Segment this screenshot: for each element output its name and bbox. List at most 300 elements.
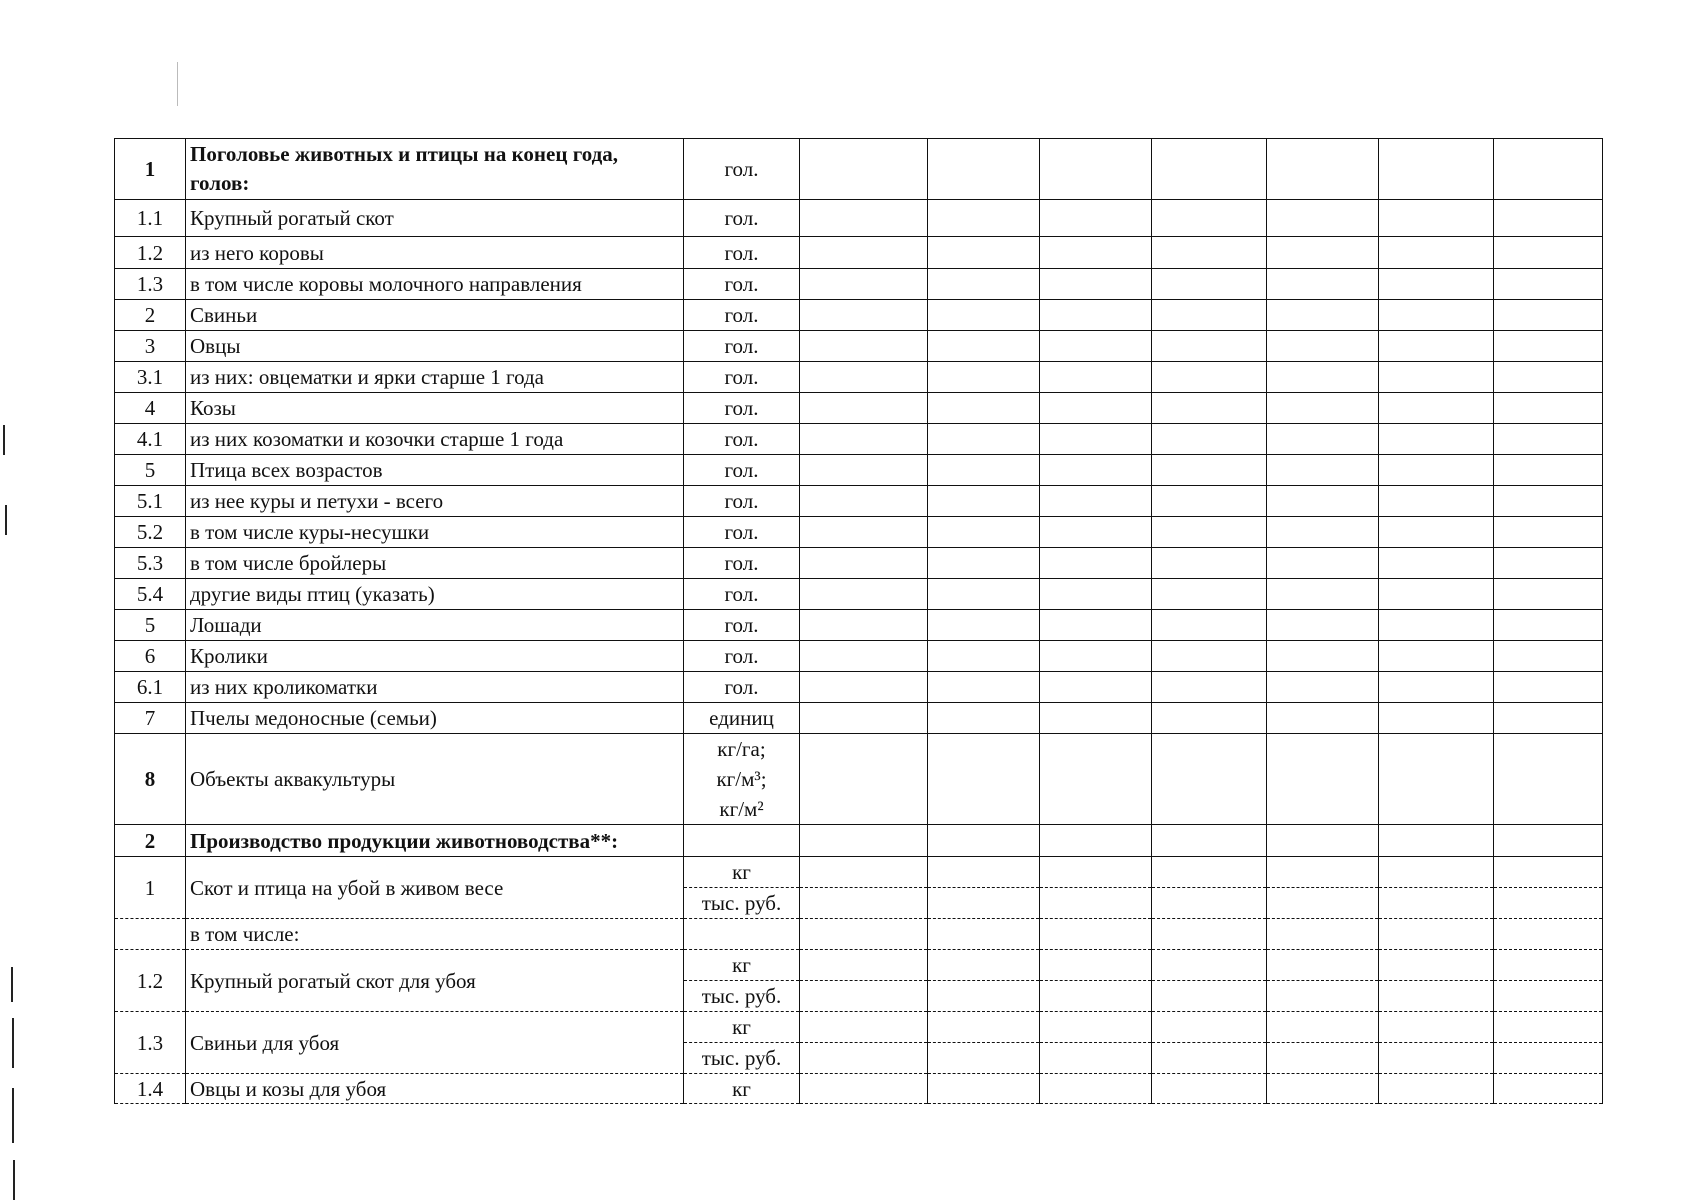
value-input-cell[interactable] bbox=[1267, 486, 1379, 517]
value-input-cell[interactable] bbox=[928, 200, 1040, 237]
value-input-cell[interactable] bbox=[800, 950, 928, 981]
value-input-cell[interactable] bbox=[1152, 200, 1267, 237]
value-input-cell[interactable] bbox=[928, 237, 1040, 269]
value-input-cell[interactable] bbox=[928, 919, 1040, 950]
table-row bbox=[115, 1074, 1603, 1104]
table-row bbox=[115, 362, 1603, 393]
indicator-name-cell: Лошади bbox=[186, 610, 684, 641]
value-input-cell[interactable] bbox=[1040, 486, 1152, 517]
value-input-cell[interactable] bbox=[1267, 641, 1379, 672]
unit-cell: гол. bbox=[684, 300, 800, 331]
indicator-name-cell: из нее куры и петухи - всего bbox=[186, 486, 684, 517]
table-row bbox=[115, 610, 1603, 641]
row-number-cell: 1.4 bbox=[115, 1074, 186, 1104]
value-input-cell[interactable] bbox=[928, 579, 1040, 610]
value-input-cell[interactable] bbox=[1379, 579, 1494, 610]
value-input-cell[interactable] bbox=[1040, 888, 1152, 919]
value-input-cell[interactable] bbox=[1040, 703, 1152, 734]
value-input-cell[interactable] bbox=[800, 919, 928, 950]
unit-cell: тыс. руб. bbox=[684, 1043, 800, 1074]
value-input-cell[interactable] bbox=[800, 734, 928, 825]
value-input-cell[interactable] bbox=[1379, 703, 1494, 734]
value-input-cell[interactable] bbox=[1379, 269, 1494, 300]
value-input-cell[interactable] bbox=[1379, 331, 1494, 362]
value-input-cell[interactable] bbox=[1040, 610, 1152, 641]
value-input-cell[interactable] bbox=[928, 362, 1040, 393]
value-input-cell[interactable] bbox=[1267, 1074, 1379, 1104]
value-input-cell[interactable] bbox=[1267, 857, 1379, 888]
value-input-cell[interactable] bbox=[1152, 237, 1267, 269]
value-input-cell[interactable] bbox=[1152, 269, 1267, 300]
value-input-cell[interactable] bbox=[1040, 981, 1152, 1012]
unit-cell: гол. bbox=[684, 362, 800, 393]
value-input-cell[interactable] bbox=[800, 981, 928, 1012]
value-input-cell[interactable] bbox=[1152, 1074, 1267, 1104]
row-number-cell: 1 bbox=[115, 857, 186, 919]
value-input-cell[interactable] bbox=[800, 1043, 928, 1074]
value-input-cell[interactable] bbox=[1494, 825, 1603, 857]
indicator-name-cell: из них: овцематки и ярки старше 1 года bbox=[186, 362, 684, 393]
value-input-cell[interactable] bbox=[800, 703, 928, 734]
value-input-cell[interactable] bbox=[928, 703, 1040, 734]
value-input-cell[interactable] bbox=[1494, 579, 1603, 610]
row-number-cell: 7 bbox=[115, 703, 186, 734]
value-input-cell[interactable] bbox=[1379, 857, 1494, 888]
table-row bbox=[115, 703, 1603, 734]
value-input-cell[interactable] bbox=[1494, 888, 1603, 919]
row-number-cell: 5 bbox=[115, 610, 186, 641]
livestock-form-table bbox=[114, 138, 1603, 1104]
value-input-cell[interactable] bbox=[1040, 734, 1152, 825]
value-input-cell[interactable] bbox=[800, 455, 928, 486]
value-input-cell[interactable] bbox=[1267, 1043, 1379, 1074]
value-input-cell[interactable] bbox=[1379, 734, 1494, 825]
value-input-cell[interactable] bbox=[800, 888, 928, 919]
row-number-cell: 1.3 bbox=[115, 269, 186, 300]
value-input-cell[interactable] bbox=[1040, 139, 1152, 200]
unit-cell: кг bbox=[684, 1074, 800, 1104]
value-input-cell[interactable] bbox=[1494, 139, 1603, 200]
value-input-cell[interactable] bbox=[1494, 734, 1603, 825]
unit-cell: гол. bbox=[684, 641, 800, 672]
value-input-cell[interactable] bbox=[1379, 424, 1494, 455]
value-input-cell[interactable] bbox=[1494, 672, 1603, 703]
value-input-cell[interactable] bbox=[928, 548, 1040, 579]
indicator-name-cell: Скот и птица на убой в живом весе bbox=[186, 857, 684, 919]
value-input-cell[interactable] bbox=[1267, 300, 1379, 331]
value-input-cell[interactable] bbox=[1267, 517, 1379, 548]
table-row bbox=[115, 424, 1603, 455]
value-input-cell[interactable] bbox=[1267, 200, 1379, 237]
indicator-name-cell: Свиньи bbox=[186, 300, 684, 331]
row-number-cell: 5.4 bbox=[115, 579, 186, 610]
value-input-cell[interactable] bbox=[1040, 950, 1152, 981]
value-input-cell[interactable] bbox=[1379, 393, 1494, 424]
value-input-cell[interactable] bbox=[1267, 424, 1379, 455]
value-input-cell[interactable] bbox=[800, 1012, 928, 1043]
value-input-cell[interactable] bbox=[1152, 1012, 1267, 1043]
indicator-name-cell: Объекты аквакультуры bbox=[186, 734, 684, 825]
value-input-cell[interactable] bbox=[1040, 548, 1152, 579]
value-input-cell[interactable] bbox=[1040, 825, 1152, 857]
table-row bbox=[115, 1012, 1603, 1043]
unit-cell: гол. bbox=[684, 424, 800, 455]
value-input-cell[interactable] bbox=[1040, 919, 1152, 950]
value-input-cell[interactable] bbox=[800, 486, 928, 517]
value-input-cell[interactable] bbox=[800, 548, 928, 579]
row-number-cell: 5.3 bbox=[115, 548, 186, 579]
value-input-cell[interactable] bbox=[1152, 455, 1267, 486]
table-row bbox=[115, 237, 1603, 269]
value-input-cell[interactable] bbox=[1152, 734, 1267, 825]
value-input-cell[interactable] bbox=[1494, 331, 1603, 362]
row-number-cell: 4.1 bbox=[115, 424, 186, 455]
value-input-cell[interactable] bbox=[1494, 919, 1603, 950]
value-input-cell[interactable] bbox=[800, 237, 928, 269]
unit-cell: единиц bbox=[684, 703, 800, 734]
value-input-cell[interactable] bbox=[928, 888, 1040, 919]
indicator-name-cell: Овцы и козы для убоя bbox=[186, 1074, 684, 1104]
value-input-cell[interactable] bbox=[1040, 857, 1152, 888]
table-row bbox=[115, 919, 1603, 950]
scan-artifact bbox=[12, 1018, 14, 1068]
value-input-cell[interactable] bbox=[1267, 888, 1379, 919]
value-input-cell[interactable] bbox=[1379, 517, 1494, 548]
indicator-name-cell: Свиньи для убоя bbox=[186, 1012, 684, 1074]
table-row bbox=[115, 200, 1603, 237]
value-input-cell[interactable] bbox=[1152, 950, 1267, 981]
value-input-cell[interactable] bbox=[800, 200, 928, 237]
value-input-cell[interactable] bbox=[800, 825, 928, 857]
row-number-cell: 1.3 bbox=[115, 1012, 186, 1074]
value-input-cell[interactable] bbox=[1267, 393, 1379, 424]
unit-cell bbox=[684, 919, 800, 950]
value-input-cell[interactable] bbox=[1494, 610, 1603, 641]
value-input-cell[interactable] bbox=[928, 486, 1040, 517]
row-number-cell: 1 bbox=[115, 139, 186, 200]
value-input-cell[interactable] bbox=[1494, 237, 1603, 269]
table-row bbox=[115, 548, 1603, 579]
indicator-name-cell: Кролики bbox=[186, 641, 684, 672]
table-row bbox=[115, 455, 1603, 486]
value-input-cell[interactable] bbox=[1040, 1012, 1152, 1043]
value-input-cell[interactable] bbox=[928, 300, 1040, 331]
value-input-cell[interactable] bbox=[1494, 455, 1603, 486]
value-input-cell[interactable] bbox=[1494, 950, 1603, 981]
value-input-cell[interactable] bbox=[800, 517, 928, 548]
value-input-cell[interactable] bbox=[928, 455, 1040, 486]
value-input-cell[interactable] bbox=[1152, 672, 1267, 703]
value-input-cell[interactable] bbox=[1152, 610, 1267, 641]
value-input-cell[interactable] bbox=[1040, 517, 1152, 548]
value-input-cell[interactable] bbox=[928, 641, 1040, 672]
form-body bbox=[115, 139, 1603, 1104]
scan-artifact bbox=[13, 1160, 15, 1200]
value-input-cell[interactable] bbox=[928, 393, 1040, 424]
value-input-cell[interactable] bbox=[1040, 579, 1152, 610]
value-input-cell[interactable] bbox=[1267, 950, 1379, 981]
value-input-cell[interactable] bbox=[800, 1074, 928, 1104]
value-input-cell[interactable] bbox=[928, 424, 1040, 455]
value-input-cell[interactable] bbox=[1379, 486, 1494, 517]
value-input-cell[interactable] bbox=[1379, 919, 1494, 950]
value-input-cell[interactable] bbox=[1040, 455, 1152, 486]
value-input-cell[interactable] bbox=[1267, 269, 1379, 300]
value-input-cell[interactable] bbox=[928, 981, 1040, 1012]
indicator-name-cell: в том числе: bbox=[186, 919, 684, 950]
value-input-cell[interactable] bbox=[1379, 641, 1494, 672]
value-input-cell[interactable] bbox=[1494, 1043, 1603, 1074]
unit-cell bbox=[684, 734, 800, 825]
value-input-cell[interactable] bbox=[800, 139, 928, 200]
value-input-cell[interactable] bbox=[1040, 237, 1152, 269]
value-input-cell[interactable] bbox=[1494, 548, 1603, 579]
value-input-cell[interactable] bbox=[1494, 1012, 1603, 1043]
value-input-cell[interactable] bbox=[1494, 703, 1603, 734]
value-input-cell[interactable] bbox=[928, 1012, 1040, 1043]
table-row bbox=[115, 825, 1603, 857]
unit-cell: кг bbox=[684, 1012, 800, 1043]
value-input-cell[interactable] bbox=[1379, 981, 1494, 1012]
value-input-cell[interactable] bbox=[928, 734, 1040, 825]
table-row bbox=[115, 950, 1603, 981]
value-input-cell[interactable] bbox=[1494, 1074, 1603, 1104]
unit-cell: гол. bbox=[684, 237, 800, 269]
value-input-cell[interactable] bbox=[1152, 139, 1267, 200]
value-input-cell[interactable] bbox=[800, 300, 928, 331]
value-input-cell[interactable] bbox=[1040, 300, 1152, 331]
row-number-cell: 4 bbox=[115, 393, 186, 424]
value-input-cell[interactable] bbox=[1379, 1012, 1494, 1043]
value-input-cell[interactable] bbox=[1494, 393, 1603, 424]
value-input-cell[interactable] bbox=[1494, 517, 1603, 548]
row-number-cell: 1.2 bbox=[115, 237, 186, 269]
value-input-cell[interactable] bbox=[928, 672, 1040, 703]
indicator-name-cell: в том числе бройлеры bbox=[186, 548, 684, 579]
unit-cell: гол. bbox=[684, 548, 800, 579]
value-input-cell[interactable] bbox=[1379, 237, 1494, 269]
scan-artifact bbox=[5, 505, 7, 535]
value-input-cell[interactable] bbox=[1379, 888, 1494, 919]
row-number-cell: 6 bbox=[115, 641, 186, 672]
indicator-name-cell: Крупный рогатый скот bbox=[186, 200, 684, 237]
value-input-cell[interactable] bbox=[1494, 981, 1603, 1012]
scan-artifact bbox=[11, 967, 13, 1002]
indicator-name-cell: Крупный рогатый скот для убоя bbox=[186, 950, 684, 1012]
value-input-cell[interactable] bbox=[1267, 734, 1379, 825]
value-input-cell[interactable] bbox=[928, 857, 1040, 888]
value-input-cell[interactable] bbox=[1040, 424, 1152, 455]
value-input-cell[interactable] bbox=[1152, 486, 1267, 517]
value-input-cell[interactable] bbox=[1379, 362, 1494, 393]
value-input-cell[interactable] bbox=[1379, 825, 1494, 857]
table-row bbox=[115, 269, 1603, 300]
value-input-cell[interactable] bbox=[1040, 200, 1152, 237]
value-input-cell[interactable] bbox=[1379, 1074, 1494, 1104]
value-input-cell[interactable] bbox=[1152, 888, 1267, 919]
unit-cell: гол. bbox=[684, 579, 800, 610]
table-row bbox=[115, 672, 1603, 703]
value-input-cell[interactable] bbox=[800, 393, 928, 424]
value-input-cell[interactable] bbox=[1152, 641, 1267, 672]
value-input-cell[interactable] bbox=[1152, 517, 1267, 548]
value-input-cell[interactable] bbox=[1494, 300, 1603, 331]
value-input-cell[interactable] bbox=[1152, 857, 1267, 888]
unit-cell: гол. bbox=[684, 200, 800, 237]
unit-cell: кг bbox=[684, 857, 800, 888]
table-row bbox=[115, 486, 1603, 517]
unit-cell: гол. bbox=[684, 672, 800, 703]
value-input-cell[interactable] bbox=[928, 1043, 1040, 1074]
value-input-cell[interactable] bbox=[1494, 641, 1603, 672]
row-number-cell: 5 bbox=[115, 455, 186, 486]
indicator-name-cell: в том числе куры-несушки bbox=[186, 517, 684, 548]
value-input-cell[interactable] bbox=[800, 579, 928, 610]
unit-line: кг/м² bbox=[719, 797, 764, 821]
row-number-cell: 6.1 bbox=[115, 672, 186, 703]
value-input-cell[interactable] bbox=[800, 269, 928, 300]
value-input-cell[interactable] bbox=[1494, 200, 1603, 237]
value-input-cell[interactable] bbox=[1152, 331, 1267, 362]
value-input-cell[interactable] bbox=[1267, 139, 1379, 200]
value-input-cell[interactable] bbox=[928, 269, 1040, 300]
value-input-cell[interactable] bbox=[1267, 455, 1379, 486]
value-input-cell[interactable] bbox=[1152, 1043, 1267, 1074]
value-input-cell[interactable] bbox=[1040, 393, 1152, 424]
value-input-cell[interactable] bbox=[1040, 1043, 1152, 1074]
value-input-cell[interactable] bbox=[1494, 269, 1603, 300]
value-input-cell[interactable] bbox=[1267, 825, 1379, 857]
row-number-cell: 3 bbox=[115, 331, 186, 362]
unit-cell: гол. bbox=[684, 331, 800, 362]
value-input-cell[interactable] bbox=[800, 641, 928, 672]
table-row bbox=[115, 641, 1603, 672]
value-input-cell[interactable] bbox=[1494, 362, 1603, 393]
unit-cell: гол. bbox=[684, 517, 800, 548]
value-input-cell[interactable] bbox=[1267, 237, 1379, 269]
value-input-cell[interactable] bbox=[1152, 579, 1267, 610]
value-input-cell[interactable] bbox=[1267, 548, 1379, 579]
unit-cell: гол. bbox=[684, 610, 800, 641]
indicator-name-cell: из него коровы bbox=[186, 237, 684, 269]
value-input-cell[interactable] bbox=[1040, 362, 1152, 393]
unit-line: кг/м³; bbox=[716, 767, 767, 791]
indicator-name-cell: другие виды птиц (указать) bbox=[186, 579, 684, 610]
value-input-cell[interactable] bbox=[1267, 331, 1379, 362]
value-input-cell[interactable] bbox=[1379, 950, 1494, 981]
value-input-cell[interactable] bbox=[928, 950, 1040, 981]
value-input-cell[interactable] bbox=[1379, 139, 1494, 200]
table-row bbox=[115, 331, 1603, 362]
value-input-cell[interactable] bbox=[1152, 825, 1267, 857]
value-input-cell[interactable] bbox=[1267, 610, 1379, 641]
value-input-cell[interactable] bbox=[1379, 455, 1494, 486]
value-input-cell[interactable] bbox=[1152, 362, 1267, 393]
value-input-cell[interactable] bbox=[1267, 362, 1379, 393]
value-input-cell[interactable] bbox=[1040, 1074, 1152, 1104]
value-input-cell[interactable] bbox=[1379, 1043, 1494, 1074]
value-input-cell[interactable] bbox=[1152, 300, 1267, 331]
value-input-cell[interactable] bbox=[1267, 672, 1379, 703]
value-input-cell[interactable] bbox=[1267, 919, 1379, 950]
row-number-cell: 5.2 bbox=[115, 517, 186, 548]
unit-cell: гол. bbox=[684, 393, 800, 424]
value-input-cell[interactable] bbox=[1494, 857, 1603, 888]
value-input-cell[interactable] bbox=[1267, 579, 1379, 610]
indicator-name-cell: из них кроликоматки bbox=[186, 672, 684, 703]
value-input-cell[interactable] bbox=[1040, 672, 1152, 703]
value-input-cell[interactable] bbox=[1040, 269, 1152, 300]
value-input-cell[interactable] bbox=[1152, 981, 1267, 1012]
value-input-cell[interactable] bbox=[928, 331, 1040, 362]
row-number-cell: 1.2 bbox=[115, 950, 186, 1012]
value-input-cell[interactable] bbox=[1152, 919, 1267, 950]
value-input-cell[interactable] bbox=[928, 139, 1040, 200]
table-row bbox=[115, 139, 1603, 200]
indicator-name-cell: Производство продукции животноводства**: bbox=[186, 825, 684, 857]
unit-line: кг/га; bbox=[717, 737, 766, 761]
table-row bbox=[115, 857, 1603, 888]
value-input-cell[interactable] bbox=[1267, 703, 1379, 734]
row-number-cell: 3.1 bbox=[115, 362, 186, 393]
value-input-cell[interactable] bbox=[1379, 672, 1494, 703]
value-input-cell[interactable] bbox=[800, 610, 928, 641]
indicator-name-cell: Овцы bbox=[186, 331, 684, 362]
unit-cell: гол. bbox=[684, 269, 800, 300]
row-number-cell bbox=[115, 919, 186, 950]
indicator-name-cell: Козы bbox=[186, 393, 684, 424]
value-input-cell[interactable] bbox=[1040, 331, 1152, 362]
scan-artifact bbox=[12, 1088, 14, 1143]
value-input-cell[interactable] bbox=[1267, 981, 1379, 1012]
value-input-cell[interactable] bbox=[1379, 200, 1494, 237]
value-input-cell[interactable] bbox=[1379, 610, 1494, 641]
value-input-cell[interactable] bbox=[928, 1074, 1040, 1104]
value-input-cell[interactable] bbox=[1152, 424, 1267, 455]
table-row bbox=[115, 579, 1603, 610]
value-input-cell[interactable] bbox=[1152, 548, 1267, 579]
row-number-cell: 5.1 bbox=[115, 486, 186, 517]
table-row bbox=[115, 300, 1603, 331]
value-input-cell[interactable] bbox=[1152, 393, 1267, 424]
value-input-cell[interactable] bbox=[1152, 703, 1267, 734]
value-input-cell[interactable] bbox=[800, 672, 928, 703]
value-input-cell[interactable] bbox=[928, 610, 1040, 641]
value-input-cell[interactable] bbox=[928, 825, 1040, 857]
value-input-cell[interactable] bbox=[1379, 300, 1494, 331]
value-input-cell[interactable] bbox=[1494, 424, 1603, 455]
value-input-cell[interactable] bbox=[800, 331, 928, 362]
value-input-cell[interactable] bbox=[800, 362, 928, 393]
unit-cell: гол. bbox=[684, 486, 800, 517]
value-input-cell[interactable] bbox=[928, 517, 1040, 548]
value-input-cell[interactable] bbox=[800, 857, 928, 888]
indicator-name-cell: Птица всех возрастов bbox=[186, 455, 684, 486]
scan-artifact bbox=[3, 425, 5, 455]
row-number-cell: 2 bbox=[115, 825, 186, 857]
unit-cell: тыс. руб. bbox=[684, 888, 800, 919]
table-row bbox=[115, 393, 1603, 424]
value-input-cell[interactable] bbox=[1494, 486, 1603, 517]
row-number-cell: 1.1 bbox=[115, 200, 186, 237]
value-input-cell[interactable] bbox=[800, 424, 928, 455]
value-input-cell[interactable] bbox=[1267, 1012, 1379, 1043]
value-input-cell[interactable] bbox=[1379, 548, 1494, 579]
table-row bbox=[115, 517, 1603, 548]
indicator-name-cell: в том числе коровы молочного направления bbox=[186, 269, 684, 300]
value-input-cell[interactable] bbox=[1040, 641, 1152, 672]
row-number-cell: 8 bbox=[115, 734, 186, 825]
